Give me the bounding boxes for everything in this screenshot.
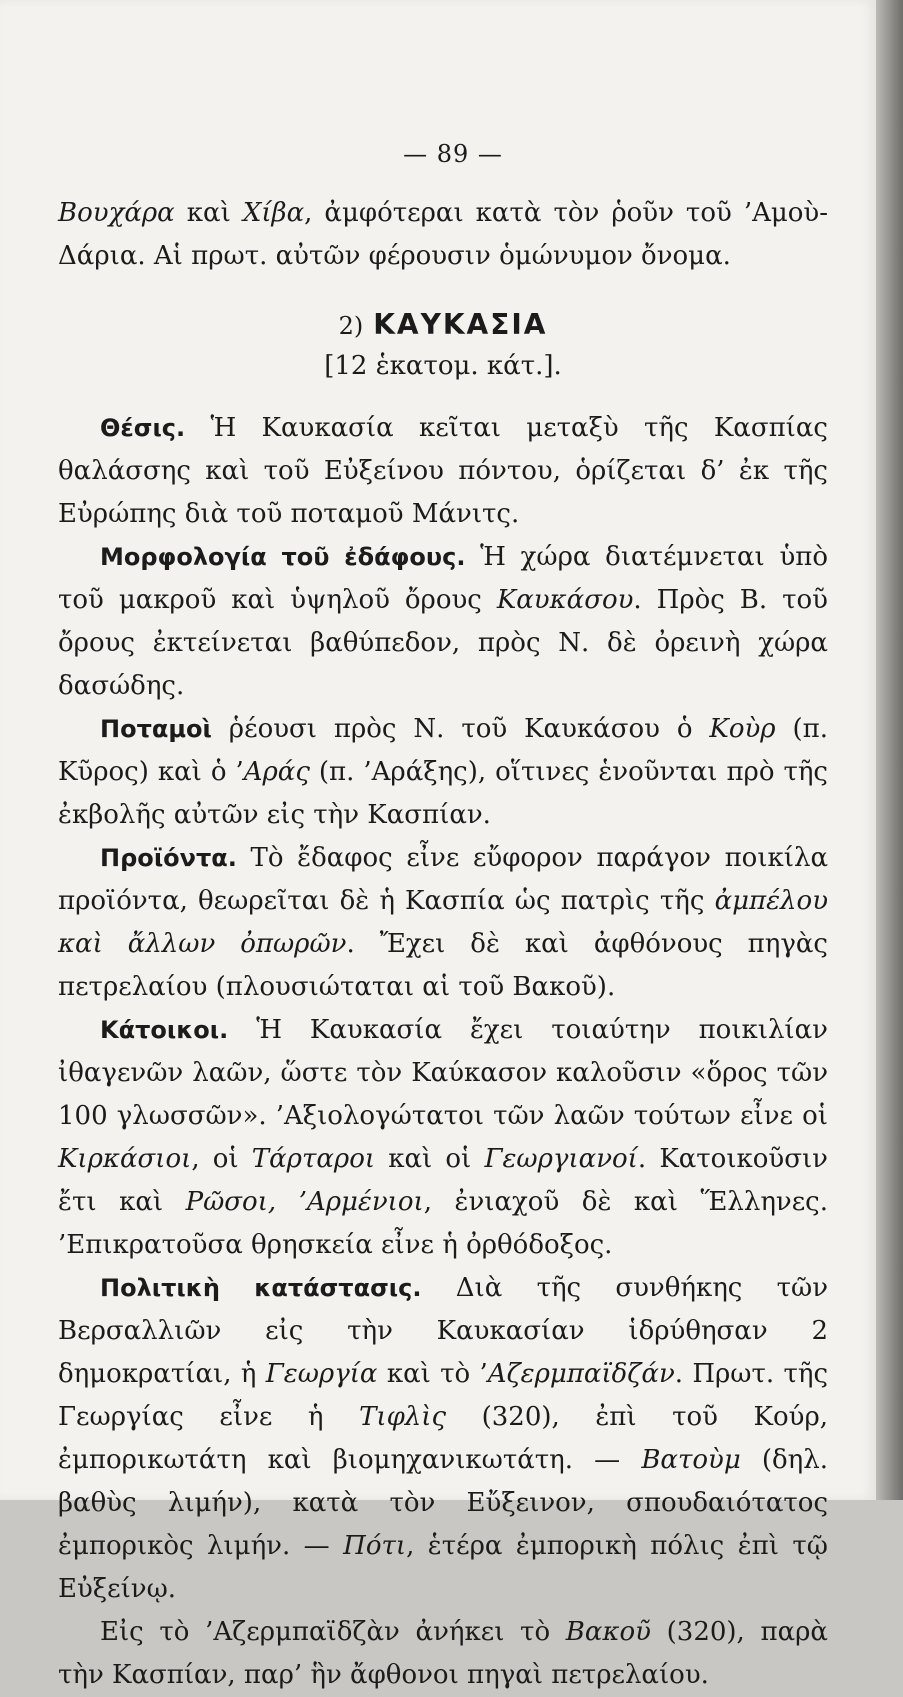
intro-paragraph: Βουχάρα καὶ Χίβα, ἀμφότεραι κατὰ τὸν ῥοῦν τοῦ ’Αμοὺ-Δάρια. Αἱ πρωτ. αὐτῶν φέρουσιν ὁμώνυμον ὄνομα. (58, 198, 829, 271)
paragraph-products: Προϊόντα. Τὸ ἔδαφος εἶνε εὔφορον παράγον ποικίλα προϊόντα, θεωρεῖται δὲ ἡ Κασπία ὡς πατρὶς τῆς ἀμπέλου καὶ ἄλλων ὀπωρῶν. Ἔχει δὲ καὶ ἀφθόνους πηγὰς πετρελαίου (πλουσιώταται αἱ τοῦ Βακοῦ). (58, 843, 828, 1002)
heading-inhabitants: Κάτοικοι. (100, 1016, 229, 1044)
paragraph-closing: Εἰς τὸ ’Αζερμπαϊδζὰν ἀνήκει τὸ Βακοῦ (320), παρὰ τὴν Κασπίαν, παρ’ ἣν ἄφθονοι πηγαὶ πετρελαίου. (58, 1617, 828, 1690)
intro-italic-bukhara: Βουχάρα (58, 198, 175, 228)
paragraph-political: Πολιτικὴ κατάστασις. Διὰ τῆς συνθήκης τῶν Βερσαλλιῶν εἰς τὴν Καυκασίαν ἱδρύθησαν 2 δημοκρατίαι, ἡ Γεωργία καὶ τὸ ’Αζερμπαϊδζάν. Πρωτ. τῆς Γεωργίας εἶνε ἡ Τιφλὶς (320), ἐπὶ τοῦ Κούρ, ἐμπορικωτάτη καὶ βιομηχανικωτάτη. — Βατοὺμ (δηλ. βαθὺς λιμήν), κατὰ τὸν Εὔξεινον, σπουδαιότατος ἐμπορικὸς λιμήν. — Πότι, ἑτέρα ἐμπορικὴ πόλις ἐπὶ τῷ Εὐξείνῳ. (58, 1273, 829, 1604)
heading-products: Προϊόντα. (100, 844, 237, 872)
intro-italic-khiva: Χίβα (242, 198, 305, 228)
paragraph-inhabitants: Κάτοικοι. Ἡ Καυκασία ἔχει τοιαύτην ποικιλίαν ἰθαγενῶν λαῶν, ὥστε τὸν Καύκασον καλοῦσιν «ὅρος τῶν 100 γλωσσῶν». ’Αξιολογώτατοι τῶν λαῶν τούτων εἶνε οἱ Κιρκάσιοι, οἱ Τάρταροι καὶ οἱ Γεωργιανοί. Κατοικοῦσιν ἔτι καὶ Ρῶσοι, ’Αρμένιοι, ἐνιαχοῦ δὲ καὶ Ἕλληνες. ’Επικρατοῦσα θρησκεία εἶνε ἡ ὀρθόδοξος. (58, 1015, 829, 1260)
section-number: 2) (338, 312, 364, 340)
heading-morphology: Μορφολογία τοῦ ἐδάφους. (100, 543, 466, 571)
heading-thesis: Θέσις. (100, 414, 186, 442)
page-text (58, 140, 828, 1697)
paragraph-thesis: Θέσις. Ἡ Καυκασία κεῖται μεταξὺ τῆς Κασπίας θαλάσσης καὶ τοῦ Εὐξείνου πόντου, ὁρίζεται δ’ ἐκ τῆς Εὐρώπης διὰ τοῦ ποταμοῦ Μάνιτς. (58, 413, 828, 529)
page-edge (876, 0, 903, 1500)
heading-rivers: Ποταμοὶ (100, 715, 212, 743)
section-title-text: ΚΑΥΚΑΣΙΑ (373, 308, 548, 341)
section-subtitle: [12 ἑκατομ. κάτ.]. (324, 351, 562, 381)
section-title (58, 308, 828, 341)
paragraph-rivers: Ποταμοὶ ῥέουσι πρὸς Ν. τοῦ Καυκάσου ὁ Κοὺρ (π. Κῦρος) καὶ ὁ ’Αράς (π. ’Αράξης), οἵτινες ἑνοῦνται πρὸ τῆς ἐκβολῆς αὐτῶν εἰς τὴν Κασπίαν. (58, 714, 828, 830)
heading-political: Πολιτικὴ κατάστασις. (100, 1274, 422, 1302)
paragraph-morphology: Μορφολογία τοῦ ἐδάφους. Ἡ χώρα διατέμνεται ὑπὸ τοῦ μακροῦ καὶ ὑψηλοῦ ὄρους Καυκάσου. Πρὸς Β. τοῦ ὄρους ἐκτείνεται βαθύπεδον, πρὸς Ν. δὲ ὀρεινὴ χώρα δασώδης. (58, 542, 828, 701)
page-number: — 89 — (403, 140, 503, 168)
